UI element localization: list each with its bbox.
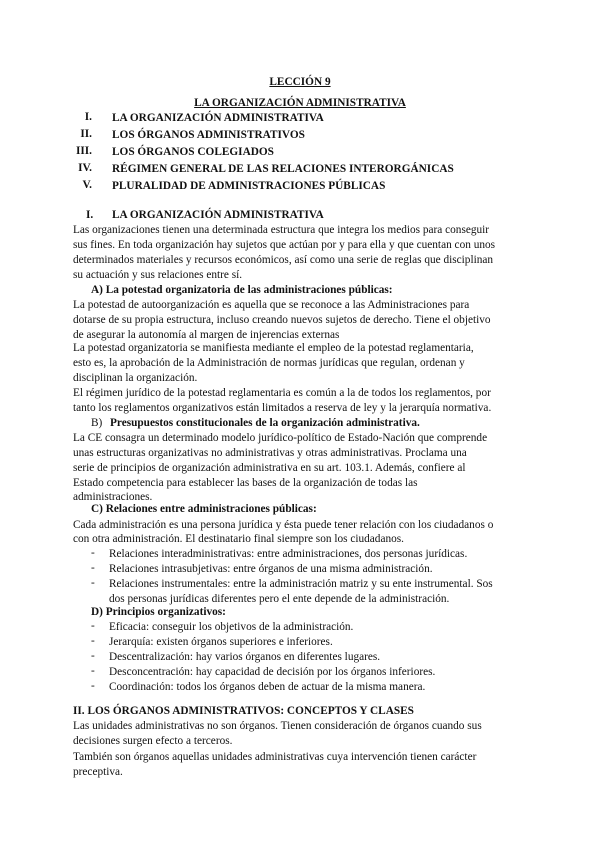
toc-num: IV.	[78, 162, 92, 174]
bullet-text: Relaciones instrumentales: entre la administración matriz y su ente instrumental. Sos	[109, 578, 493, 590]
toc-item: PLURALIDAD DE ADMINISTRACIONES PÚBLICAS	[112, 180, 386, 192]
bullet-dash: -	[91, 665, 95, 677]
paragraph-line: Las unidades administrativas no son órganos. Tienen consideración de órganos cuando sus	[73, 720, 482, 732]
paragraph-line: dotarse de su propia estructura, incluso creando nuevos sujetos de derecho. Tiene el objetivo	[73, 314, 491, 326]
toc-item: LOS ÓRGANOS COLEGIADOS	[112, 146, 274, 158]
paragraph-line: de asegurar la autonomía al margen de injerencias externas	[73, 329, 340, 341]
bullet-text: dos personas jurídicas diferentes pero el ente depende de la administración.	[109, 593, 450, 605]
paragraph-line: determinados materiales y recursos económicos, así como una serie de reglas que disciplinan	[73, 254, 494, 266]
lesson-subtitle: LA ORGANIZACIÓN ADMINISTRATIVA	[194, 97, 406, 109]
bullet-text: Descentralización: hay varios órganos en diferentes lugares.	[109, 651, 381, 663]
bullet-dash: -	[91, 680, 95, 692]
bullet-text: Jerarquía: existen órganos superiores e inferiores.	[109, 636, 333, 648]
toc-num: II.	[80, 128, 92, 140]
paragraph-line: decisiones surgen efecto a terceros.	[73, 735, 233, 747]
paragraph-line: Las organizaciones tienen una determinada estructura que integra los medios para conseguir	[73, 224, 490, 236]
toc-num: V.	[82, 179, 92, 191]
paragraph-line: su actuación y sus relaciones entre sí.	[73, 269, 243, 281]
toc-item: LA ORGANIZACIÓN ADMINISTRATIVA	[112, 112, 324, 124]
bullet-dash: -	[91, 577, 95, 589]
toc-num: I.	[84, 111, 92, 123]
paragraph-line: El régimen jurídico de la potestad reglamentaria es común a la de todos los reglamentos, por	[73, 387, 491, 399]
lesson-title: LECCIÓN 9	[269, 76, 331, 88]
paragraph-line: La CE consagra un determinado modelo jurídico-político de Estado-Nación que comprende	[73, 432, 488, 444]
paragraph-line: sus fines. En toda organización hay sujetos que actúan por y para ella y que cuentan con unos	[73, 239, 496, 251]
paragraph-line: esto es, la aprobación de la Administración de normas jurídicas que regulan, ordenan y	[73, 357, 465, 369]
subsection-letter: B)	[91, 417, 103, 429]
paragraph-line: Cada administración es una persona jurídica y ésta puede tener relación con los ciudadanos o	[73, 519, 494, 531]
subsection-heading: D) Principios organizativos:	[91, 606, 226, 618]
bullet-dash: -	[91, 547, 95, 559]
paragraph-line: administraciones.	[73, 491, 153, 503]
subsection-heading: C) Relaciones entre administraciones públicas:	[91, 503, 317, 515]
paragraph-line: tanto los reglamentos organizativos están limitados a reserva de ley y la jerarquía normativa.	[73, 402, 492, 414]
section-heading: II. LOS ÓRGANOS ADMINISTRATIVOS: CONCEPTOS Y CLASES	[73, 705, 414, 717]
bullet-text: Desconcentración: hay capacidad de decisión por los órganos inferiores.	[109, 666, 436, 678]
subsection-heading: Presupuestos constitucionales de la organización administrativa.	[110, 417, 420, 429]
bullet-dash: -	[91, 650, 95, 662]
toc-item: RÉGIMEN GENERAL DE LAS RELACIONES INTERORGÁNICAS	[112, 163, 454, 175]
paragraph-line: Estado competencia para establecer las bases de la organización de todas las	[73, 477, 418, 489]
paragraph-line: serie de principios de organización administrativa en su art. 103.1. Además, confiere al	[73, 462, 466, 474]
paragraph-line: disciplinan la organización.	[73, 372, 198, 384]
section-number: I.	[86, 209, 94, 221]
bullet-dash: -	[91, 562, 95, 574]
bullet-text: Eficacia: conseguir los objetivos de la administración.	[109, 621, 354, 633]
bullet-text: Relaciones interadministrativas: entre administraciones, dos personas jurídicas.	[109, 548, 468, 560]
subsection-heading: A) La potestad organizatoria de las administraciones públicas:	[91, 284, 393, 296]
paragraph-line: preceptiva.	[73, 766, 123, 778]
bullet-dash: -	[91, 635, 95, 647]
bullet-dash: -	[91, 620, 95, 632]
paragraph-line: unas estructuras organizativas no administrativas y otras administrativas. Proclama una	[73, 447, 467, 459]
bullet-text: Relaciones intrasubjetivas: entre órganos de una misma administración.	[109, 563, 433, 575]
toc-item: LOS ÓRGANOS ADMINISTRATIVOS	[112, 129, 305, 141]
bullet-text: Coordinación: todos los órganos deben de actuar de la misma manera.	[109, 681, 426, 693]
section-heading: LA ORGANIZACIÓN ADMINISTRATIVA	[112, 209, 324, 221]
paragraph-line: También son órganos aquellas unidades administrativas cuya intervención tienen carácter	[73, 751, 477, 763]
toc-num: III.	[75, 145, 92, 157]
paragraph-line: con otra administración. El destinatario final siempre son los ciudadanos.	[73, 533, 404, 545]
paragraph-line: La potestad organizatoria se manifiesta mediante el empleo de la potestad reglamentaria,	[73, 342, 474, 354]
paragraph-line: La potestad de autoorganización es aquella que se reconoce a las Administraciones para	[73, 299, 470, 311]
